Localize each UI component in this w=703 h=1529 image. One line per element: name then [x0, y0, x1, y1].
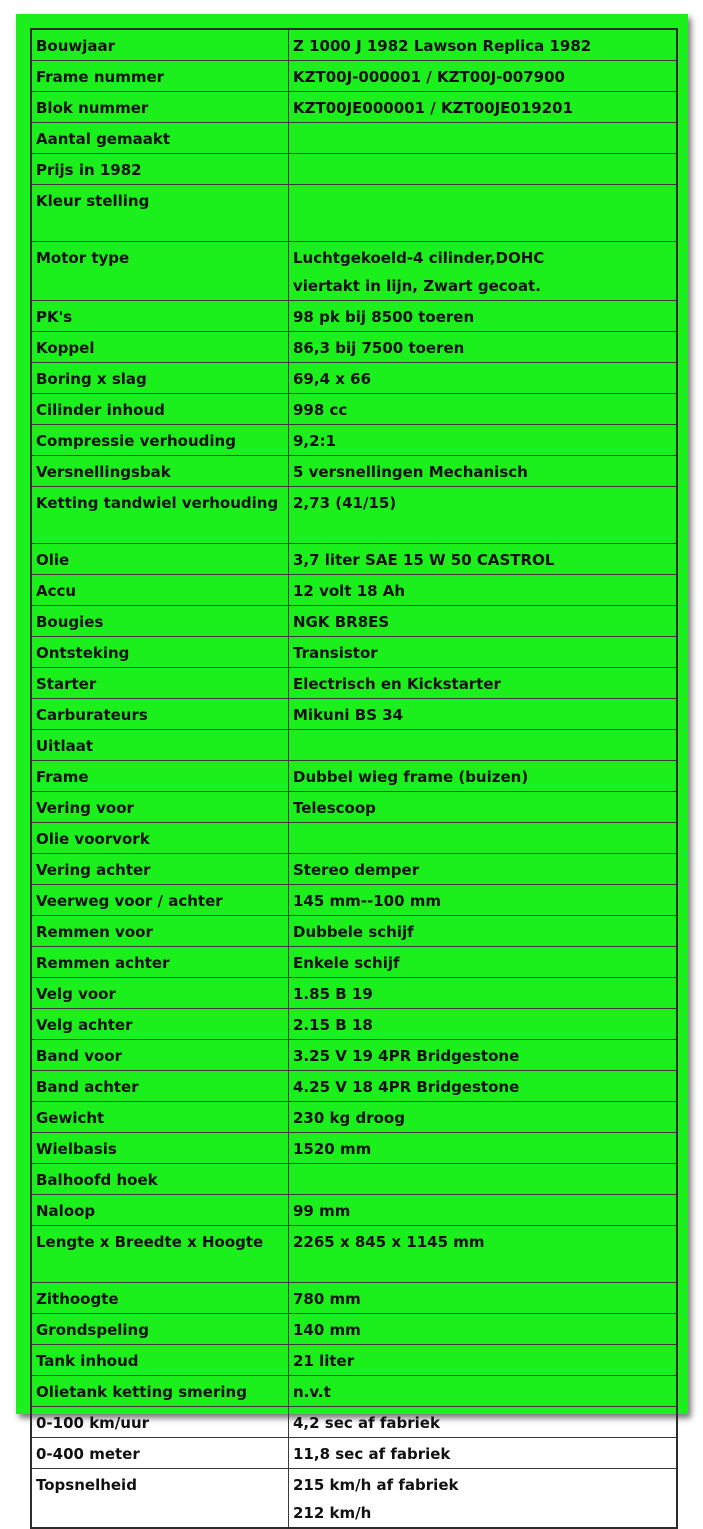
- spec-label: Frame: [31, 761, 289, 792]
- table-row: [31, 1195, 677, 1226]
- table-row: [31, 456, 677, 487]
- spec-value: [289, 730, 678, 761]
- spec-label: Versnellingsbak: [31, 456, 289, 487]
- spec-value-line: n.v.t: [293, 1383, 331, 1401]
- table-row: [31, 606, 677, 637]
- spec-label: Ontsteking: [31, 637, 289, 668]
- spec-value: [289, 1469, 678, 1529]
- spec-value: [289, 916, 678, 947]
- spec-label: Lengte x Breedte x Hoogte: [31, 1226, 289, 1283]
- spec-value-line: Electrisch en Kickstarter: [293, 675, 501, 693]
- spec-label: Starter: [31, 668, 289, 699]
- spec-value: [289, 425, 678, 456]
- table-row: [31, 1314, 677, 1345]
- spec-label: Carburateurs: [31, 699, 289, 730]
- table-row: [31, 92, 677, 123]
- spec-label: Tank inhoud: [31, 1345, 289, 1376]
- table-row: [31, 154, 677, 185]
- table-row: [31, 394, 677, 425]
- spec-value: [289, 123, 678, 154]
- spec-label: Remmen achter: [31, 947, 289, 978]
- spec-label: Blok nummer: [31, 92, 289, 123]
- spec-label: Gewicht: [31, 1102, 289, 1133]
- spec-value: [289, 394, 678, 425]
- spec-label: Kleur stelling: [31, 185, 289, 242]
- spec-label: Naloop: [31, 1195, 289, 1226]
- spec-label: Uitlaat: [31, 730, 289, 761]
- table-row: [31, 947, 677, 978]
- spec-value-line: 230 kg droog: [293, 1109, 405, 1127]
- spec-value-line: 998 cc: [293, 401, 348, 419]
- table-row: [31, 575, 677, 606]
- spec-value-line: 4,2 sec af fabriek: [293, 1414, 440, 1432]
- spec-label: Bougies: [31, 606, 289, 637]
- spec-label: Prijs in 1982: [31, 154, 289, 185]
- spec-value: [289, 185, 678, 242]
- table-row: [31, 1071, 677, 1102]
- table-row: [31, 487, 677, 544]
- spec-value-line: 9,2:1: [293, 432, 337, 450]
- spec-label: Wielbasis: [31, 1133, 289, 1164]
- spec-value-line: 1.85 B 19: [293, 985, 373, 1003]
- spec-value-line: 1520 mm: [293, 1140, 372, 1158]
- spec-value-line: 215 km/h af fabriek: [293, 1476, 459, 1494]
- spec-value: [289, 1164, 678, 1195]
- spec-value-line: 98 pk bij 8500 toeren: [293, 308, 475, 326]
- table-row: [31, 1376, 677, 1407]
- spec-sheet-panel: [16, 14, 688, 1522]
- spec-label: Cilinder inhoud: [31, 394, 289, 425]
- spec-value: [289, 363, 678, 394]
- spec-value-line: Transistor: [293, 644, 378, 662]
- spec-label: PK's: [31, 301, 289, 332]
- table-row: [31, 730, 677, 761]
- spec-value-line: 12 volt 18 Ah: [293, 582, 406, 600]
- spec-label: Velg voor: [31, 978, 289, 1009]
- spec-value: [289, 823, 678, 854]
- spec-label: Topsnelheid: [31, 1469, 289, 1529]
- spec-label: Bouwjaar: [31, 29, 289, 61]
- table-row: [31, 301, 677, 332]
- table-row: [31, 363, 677, 394]
- spec-value: [289, 1102, 678, 1133]
- table-row: [31, 123, 677, 154]
- spec-value: [289, 1195, 678, 1226]
- spec-value: [289, 792, 678, 823]
- spec-value: [289, 1009, 678, 1040]
- spec-value-line: Telescoop: [293, 799, 376, 817]
- spec-value: [289, 301, 678, 332]
- table-row: [31, 332, 677, 363]
- spec-value-line: 5 versnellingen Mechanisch: [293, 463, 528, 481]
- spec-label: Aantal gemaakt: [31, 123, 289, 154]
- spec-value: [289, 606, 678, 637]
- table-row: [31, 885, 677, 916]
- spec-label: 0-100 km/uur: [31, 1407, 289, 1438]
- spec-label: Band achter: [31, 1071, 289, 1102]
- spec-value: [289, 154, 678, 185]
- spec-label: Koppel: [31, 332, 289, 363]
- table-row: [31, 1407, 677, 1438]
- spec-value-line: 86,3 bij 7500 toeren: [293, 339, 465, 357]
- spec-label: Boring x slag: [31, 363, 289, 394]
- spec-value-line: Stereo demper: [293, 861, 420, 879]
- spec-label: Grondspeling: [31, 1314, 289, 1345]
- table-row: [31, 668, 677, 699]
- spec-value-line: 780 mm: [293, 1290, 361, 1308]
- spec-value: [289, 487, 678, 544]
- spec-value: [289, 854, 678, 885]
- spec-value: [289, 544, 678, 575]
- table-row: [31, 1345, 677, 1376]
- table-row: [31, 29, 677, 61]
- spec-value-line: 2,73 (41/15): [293, 494, 397, 512]
- spec-value-line: 3,7 liter SAE 15 W 50 CASTROL: [293, 551, 555, 569]
- spec-value-line: 145 mm--100 mm: [293, 892, 442, 910]
- spec-value: [289, 92, 678, 123]
- table-row: [31, 242, 677, 301]
- table-row: [31, 61, 677, 92]
- spec-value: [289, 885, 678, 916]
- spec-value: [289, 61, 678, 92]
- spec-label: Olie: [31, 544, 289, 575]
- spec-value-line: 99 mm: [293, 1202, 351, 1220]
- table-row: [31, 792, 677, 823]
- spec-value-line: viertakt in lijn, Zwart gecoat.: [293, 277, 541, 295]
- spec-label: Vering voor: [31, 792, 289, 823]
- spec-value: [289, 1376, 678, 1407]
- spec-value: [289, 332, 678, 363]
- spec-value: [289, 456, 678, 487]
- table-row: [31, 1102, 677, 1133]
- spec-value-line: 212 km/h: [293, 1504, 372, 1522]
- spec-value: [289, 29, 678, 61]
- spec-value-line: 140 mm: [293, 1321, 361, 1339]
- table-row: [31, 823, 677, 854]
- spec-label: Olietank ketting smering: [31, 1376, 289, 1407]
- table-row: [31, 1283, 677, 1314]
- spec-value: [289, 1226, 678, 1283]
- spec-label: 0-400 meter: [31, 1438, 289, 1469]
- spec-value: [289, 1283, 678, 1314]
- spec-label: Zithoogte: [31, 1283, 289, 1314]
- spec-value: [289, 947, 678, 978]
- spec-value: [289, 1071, 678, 1102]
- table-row: [31, 978, 677, 1009]
- spec-value: [289, 242, 678, 301]
- spec-label: Vering achter: [31, 854, 289, 885]
- table-row: [31, 1009, 677, 1040]
- spec-value: [289, 978, 678, 1009]
- table-row: [31, 1226, 677, 1283]
- spec-label: Balhoofd hoek: [31, 1164, 289, 1195]
- table-row: [31, 699, 677, 730]
- spec-value-line: Luchtgekoeld-4 cilinder,DOHC: [293, 249, 545, 267]
- table-row: [31, 761, 677, 792]
- spec-value: [289, 1438, 678, 1469]
- spec-value-line: KZT00JE000001 / KZT00JE019201: [293, 99, 574, 117]
- spec-value: [289, 668, 678, 699]
- spec-value-line: 2265 x 845 x 1145 mm: [293, 1233, 485, 1251]
- spec-value-line: KZT00J-000001 / KZT00J-007900: [293, 68, 565, 86]
- spec-value: [289, 1407, 678, 1438]
- spec-value-line: 69,4 x 66: [293, 370, 372, 388]
- spec-value: [289, 575, 678, 606]
- spec-label: Veerweg voor / achter: [31, 885, 289, 916]
- spec-value-line: Mikuni BS 34: [293, 706, 404, 724]
- table-row: [31, 544, 677, 575]
- spec-value-line: 21 liter: [293, 1352, 355, 1370]
- spec-label: Olie voorvork: [31, 823, 289, 854]
- spec-value-line: Enkele schijf: [293, 954, 400, 972]
- table-row: [31, 637, 677, 668]
- spec-value-line: Dubbele schijf: [293, 923, 414, 941]
- spec-label: Ketting tandwiel verhouding: [31, 487, 289, 544]
- spec-value: [289, 699, 678, 730]
- spec-value: [289, 637, 678, 668]
- spec-label: Accu: [31, 575, 289, 606]
- spec-value-line: Dubbel wieg frame (buizen): [293, 768, 529, 786]
- spec-value: [289, 1314, 678, 1345]
- spec-label: Motor type: [31, 242, 289, 301]
- spec-label: Frame nummer: [31, 61, 289, 92]
- spec-label: Band voor: [31, 1040, 289, 1071]
- table-row: [31, 854, 677, 885]
- table-row: [31, 1469, 677, 1529]
- spec-value: [289, 761, 678, 792]
- spec-label: Compressie verhouding: [31, 425, 289, 456]
- spec-value: [289, 1040, 678, 1071]
- table-row: [31, 916, 677, 947]
- table-row: [31, 425, 677, 456]
- table-row: [31, 1164, 677, 1195]
- spec-table: [30, 28, 678, 1529]
- spec-value-line: 4.25 V 18 4PR Bridgestone: [293, 1078, 520, 1096]
- table-row: [31, 1133, 677, 1164]
- spec-value: [289, 1133, 678, 1164]
- table-row: [31, 185, 677, 242]
- spec-value-line: NGK BR8ES: [293, 613, 390, 631]
- spec-value-line: 11,8 sec af fabriek: [293, 1445, 451, 1463]
- spec-label: Remmen voor: [31, 916, 289, 947]
- spec-value-line: 3.25 V 19 4PR Bridgestone: [293, 1047, 520, 1065]
- spec-value: [289, 1345, 678, 1376]
- table-row: [31, 1040, 677, 1071]
- spec-label: Velg achter: [31, 1009, 289, 1040]
- spec-value-line: Z 1000 J 1982 Lawson Replica 1982: [293, 37, 592, 55]
- spec-value-line: 2.15 B 18: [293, 1016, 373, 1034]
- table-row: [31, 1438, 677, 1469]
